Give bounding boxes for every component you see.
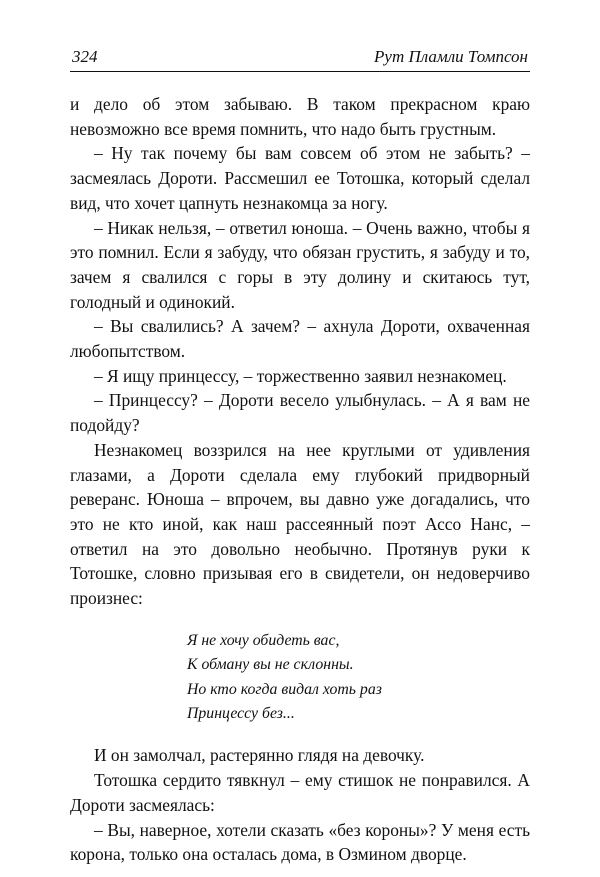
- running-title: Рут Пламли Томпсон: [374, 47, 528, 66]
- paragraph: И он замолчал, растерянно глядя на девочку.: [94, 745, 425, 766]
- poem: [187, 629, 530, 727]
- poem-line: Но кто когда видал хоть раз: [187, 680, 382, 698]
- paragraph: – Вы свалились? А зачем? – ахнула Дороти, охваченная любопытством.: [70, 316, 530, 362]
- paragraph: Незнакомец воззрился на нее круглыми от удивления глазами, а Дороти сделала ему глубокий придворный реверанс. Юноша – впрочем, вы давно уже догадались, что это не кто иной, как наш рассеянный поэт Ассо Нанс, – ответил на это довольно необычно. Протянув руки к Тотошке, словно призывая его в свидетели, он недоверчиво произнес:: [70, 439, 530, 609]
- paragraph: – Вы, наверное, хотели сказать «без короны»? У меня есть корона, только она осталась дома, в Озмином дворце.: [70, 819, 530, 865]
- poem-line: Принцессу без...: [187, 704, 295, 722]
- page-header: [70, 45, 530, 72]
- paragraph: – Никак нельзя, – ответил юноша. – Очень важно, чтобы я это помнил. Если я забуду, что обязан грустить, я забуду и то, зачем я свалился с горы в эту долину и скитаюсь тут, голодный и одинокий.: [70, 217, 530, 312]
- page-body: [70, 92, 530, 867]
- poem-line: К обману вы не склонны.: [187, 656, 354, 674]
- paragraph: – Принцессу? – Дороти весело улыбнулась. – А я вам не подойду?: [70, 390, 530, 436]
- page-number: 324: [72, 47, 98, 66]
- poem-line: Я не хочу обидеть вас,: [187, 631, 340, 649]
- paragraph: – Ну так почему бы вам совсем об этом не забыть? – засмеялась Дороти. Рассмешил ее Тотошка, который сделал вид, что хочет цапнуть незнакомца за ногу.: [70, 143, 530, 213]
- paragraph: и дело об этом забываю. В таком прекрасном краю невозможно все время помнить, что надо быть грустным.: [70, 94, 530, 139]
- paragraph: – Я ищу принцессу, – торжественно заявил незнакомец.: [94, 365, 507, 386]
- paragraph: Тотошка сердито тявкнул – ему стишок не понравился. А Дороти засмеялась:: [70, 770, 530, 815]
